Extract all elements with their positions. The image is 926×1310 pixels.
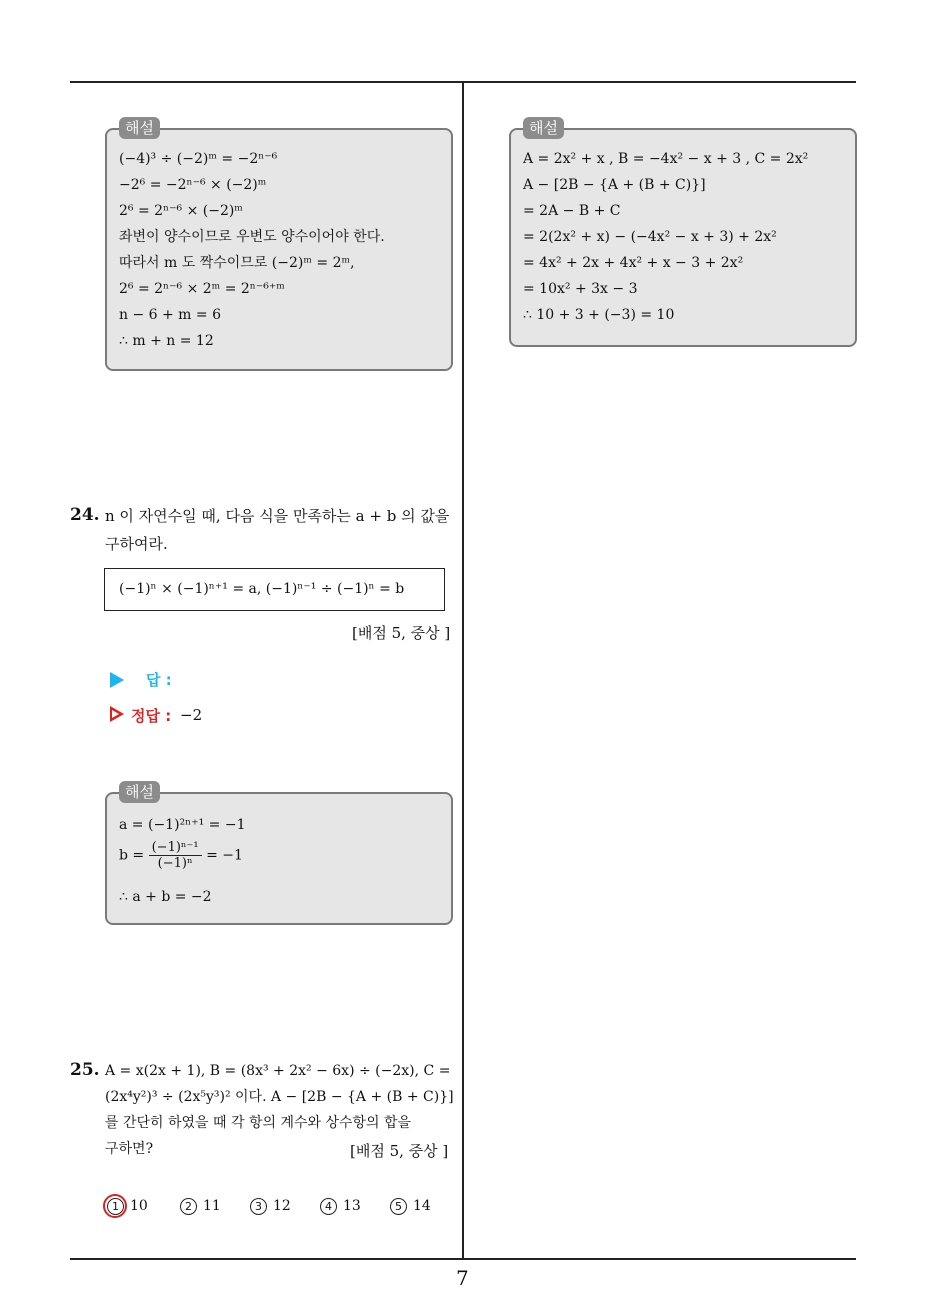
solution-line: ∴ m + n = 12 bbox=[119, 333, 214, 349]
choice-4[interactable] bbox=[320, 1198, 361, 1215]
solution-line: 따라서 m 도 짝수이므로 (−2)ᵐ = 2ᵐ, bbox=[119, 255, 355, 271]
solution-box-25 bbox=[509, 128, 857, 347]
solution-line: 2⁶ = 2ⁿ⁻⁶ × (−2)ᵐ bbox=[119, 203, 243, 219]
question-text: (2x⁴y²)³ ÷ (2x⁵y³)² 이다. A − [2B − {A + (B + C)}] bbox=[105, 1089, 454, 1105]
choice-number-icon: 2 bbox=[180, 1198, 197, 1215]
choice-value: 10 bbox=[130, 1198, 148, 1214]
fraction-suffix: = −1 bbox=[206, 847, 243, 864]
question-number: 25. bbox=[70, 1060, 100, 1080]
solution-tag: 해설 bbox=[119, 781, 160, 803]
score-label: [배점 5, 중상 ] bbox=[350, 1142, 449, 1160]
fraction-numerator: (−1)ⁿ⁻¹ bbox=[149, 840, 202, 856]
fraction-prefix: b = bbox=[119, 847, 145, 864]
solution-line: A − [2B − {A + (B + C)}] bbox=[523, 177, 706, 193]
solution-line: (−4)³ ÷ (−2)ᵐ = −2ⁿ⁻⁶ bbox=[119, 151, 278, 167]
solution-tag: 해설 bbox=[119, 117, 160, 139]
solution-line: n − 6 + m = 6 bbox=[119, 307, 221, 323]
question-text: n 이 자연수일 때, 다음 식을 만족하는 a + b 의 값을 bbox=[105, 507, 450, 525]
solution-line: = 2(2x² + x) − (−4x² − x + 3) + 2x² bbox=[523, 229, 777, 245]
choice-value: 13 bbox=[343, 1198, 361, 1214]
question-text: 구하여라. bbox=[105, 535, 168, 553]
solution-line: 2⁶ = 2ⁿ⁻⁶ × 2ᵐ = 2ⁿ⁻⁶⁺ᵐ bbox=[119, 281, 285, 297]
correct-choice-marker-icon bbox=[103, 1194, 127, 1218]
solution-line: ∴ a + b = −2 bbox=[119, 889, 212, 905]
question-text: 구하면? bbox=[105, 1141, 154, 1157]
choice-value: 14 bbox=[413, 1198, 431, 1214]
solution-line: A = 2x² + x , B = −4x² − x + 3 , C = 2x² bbox=[523, 151, 809, 167]
solution-line: a = (−1)²ⁿ⁺¹ = −1 bbox=[119, 817, 246, 833]
solution-box-24 bbox=[105, 792, 453, 925]
fraction bbox=[149, 840, 202, 871]
choice-number-icon: 3 bbox=[250, 1198, 267, 1215]
choice-2[interactable] bbox=[180, 1198, 221, 1215]
question-number: 24. bbox=[70, 505, 100, 525]
solution-line: −2⁶ = −2ⁿ⁻⁶ × (−2)ᵐ bbox=[119, 177, 267, 193]
solution-line: ∴ 10 + 3 + (−3) = 10 bbox=[523, 307, 675, 323]
solution-line: = 10x² + 3x − 3 bbox=[523, 281, 638, 297]
choice-3[interactable] bbox=[250, 1198, 291, 1215]
condition-box bbox=[104, 568, 445, 611]
question-text: 를 간단히 하였을 때 각 항의 계수와 상수항의 합을 bbox=[105, 1115, 412, 1131]
page-number: 7 bbox=[456, 1266, 469, 1290]
solution-tag: 해설 bbox=[523, 117, 564, 139]
bottom-rule bbox=[70, 1258, 856, 1260]
choice-value: 11 bbox=[203, 1198, 221, 1214]
fraction-denominator: (−1)ⁿ bbox=[157, 856, 193, 871]
score-label: [배점 5, 중상 ] bbox=[352, 624, 451, 642]
correct-label: 정답 : bbox=[131, 707, 172, 725]
condition-equation: (−1)ⁿ × (−1)ⁿ⁺¹ = a, (−1)ⁿ⁻¹ ÷ (−1)ⁿ = b bbox=[119, 581, 405, 597]
solution-fraction-line bbox=[119, 840, 243, 871]
answer-label: 답 : bbox=[146, 671, 172, 689]
solution-line: = 4x² + 2x + 4x² + x − 3 + 2x² bbox=[523, 255, 744, 271]
solution-box-23 bbox=[105, 128, 453, 371]
solution-line: = 2A − B + C bbox=[523, 203, 621, 219]
question-text: A = x(2x + 1), B = (8x³ + 2x² − 6x) ÷ (−2x), C = bbox=[105, 1063, 451, 1079]
choice-number-icon: 1 bbox=[107, 1198, 124, 1215]
correct-value: −2 bbox=[180, 706, 203, 724]
column-divider bbox=[462, 83, 464, 1259]
answer-arrow-icon bbox=[110, 672, 124, 688]
correct-arrow-inner bbox=[112, 710, 119, 718]
choice-number-icon: 4 bbox=[320, 1198, 337, 1215]
choice-5[interactable] bbox=[390, 1198, 431, 1215]
solution-line: 좌변이 양수이므로 우변도 양수이어야 한다. bbox=[119, 229, 385, 245]
choice-value: 12 bbox=[273, 1198, 291, 1214]
choice-number-icon: 5 bbox=[390, 1198, 407, 1215]
